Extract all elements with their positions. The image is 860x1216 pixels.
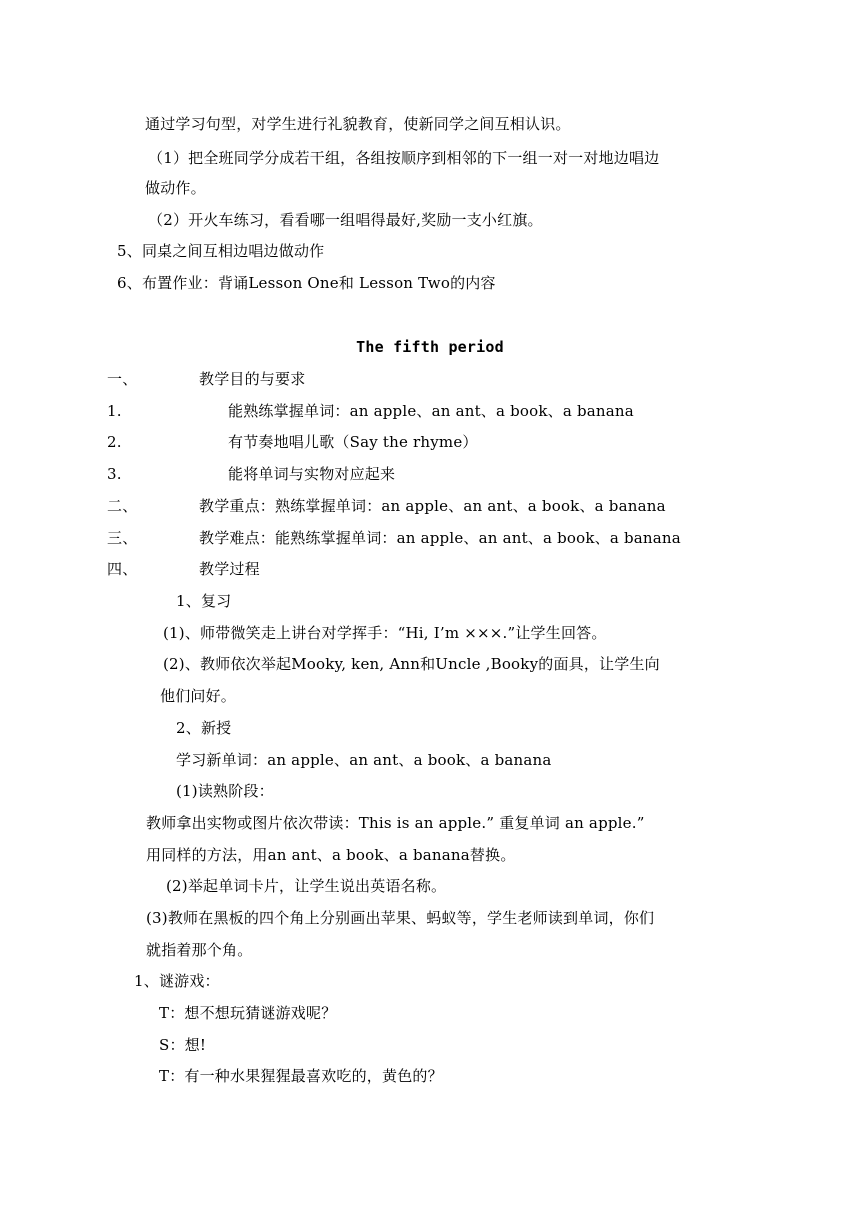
heading-number: 四、 xyxy=(107,560,138,578)
section-title: The fifth period xyxy=(356,338,504,356)
intro-step1: （1）把全班同学分成若干组，各组按顺序到相邻的下一组一对一对地边唱边 xyxy=(148,149,660,167)
heading-number: 二、 xyxy=(107,497,138,515)
intro-step2: （2）开火车练习，看看哪一组唱得最好,奖励一支小红旗。 xyxy=(148,211,543,229)
process-review-step: (1)、师带微笑走上讲台对学挥手：“Hi, I’m ×××.”让学生回答。 xyxy=(163,624,607,642)
goal-item: 能熟练掌握单词：an apple、an ant、a book、a banana xyxy=(228,402,634,420)
process-read-stage: (1)读熟阶段： xyxy=(176,782,274,800)
intro-line: 通过学习句型，对学生进行礼貌教育，使新同学之间互相认识。 xyxy=(145,115,571,133)
process-read-text: 用同样的方法，用an ant、a book、a banana替换。 xyxy=(146,846,516,864)
intro-item6: 6、布置作业：背诵Lesson One和 Lesson Two的内容 xyxy=(117,274,496,292)
dialogue-line: S：想! xyxy=(159,1036,207,1054)
goal-number: 2. xyxy=(107,433,122,451)
process-corners-cont: 就指着那个角。 xyxy=(146,941,253,959)
dialogue-line: T：有一种水果猩猩最喜欢吃的，黄色的？ xyxy=(159,1067,443,1085)
heading-goals: 教学目的与要求 xyxy=(199,370,306,388)
heading-process: 教学过程 xyxy=(199,560,260,578)
intro-step1-cont: 做动作。 xyxy=(145,179,206,197)
dialogue-line: T：想不想玩猜谜游戏呢？ xyxy=(159,1004,337,1022)
goal-item: 有节奏地唱儿歌（Say the rhyme） xyxy=(228,433,478,451)
heading-number: 三、 xyxy=(107,529,138,547)
heading-number: 一、 xyxy=(107,370,138,388)
process-review: 1、复习 xyxy=(176,592,232,610)
goal-item: 能将单词与实物对应起来 xyxy=(228,465,396,483)
process-riddle: 1、谜游戏： xyxy=(134,972,220,990)
heading-difficulties: 教学难点：能熟练掌握单词：an apple、an ant、a book、a banana xyxy=(199,529,681,547)
process-review-step-cont: 他们问好。 xyxy=(160,687,237,705)
process-review-step: (2)、教师依次举起Mooky, ken, Ann和Uncle ,Booky的面具，让学生向 xyxy=(163,655,660,673)
process-new-words: 学习新单词：an apple、an ant、a book、a banana xyxy=(176,751,552,769)
goal-number: 3. xyxy=(107,465,122,483)
process-read-text: 教师拿出实物或图片依次带读：This is an apple.” 重复单词 an apple.” xyxy=(146,814,645,832)
heading-key-points: 教学重点：熟练掌握单词：an apple、an ant、a book、a banana xyxy=(199,497,666,515)
intro-item5: 5、同桌之间互相边唱边做动作 xyxy=(117,242,325,260)
process-corners: (3)教师在黑板的四个角上分别画出苹果、蚂蚁等，学生老师读到单词，你们 xyxy=(146,909,655,927)
process-new: 2、新授 xyxy=(176,719,232,737)
process-cards: (2)举起单词卡片，让学生说出英语名称。 xyxy=(166,877,447,895)
goal-number: 1. xyxy=(107,402,122,420)
